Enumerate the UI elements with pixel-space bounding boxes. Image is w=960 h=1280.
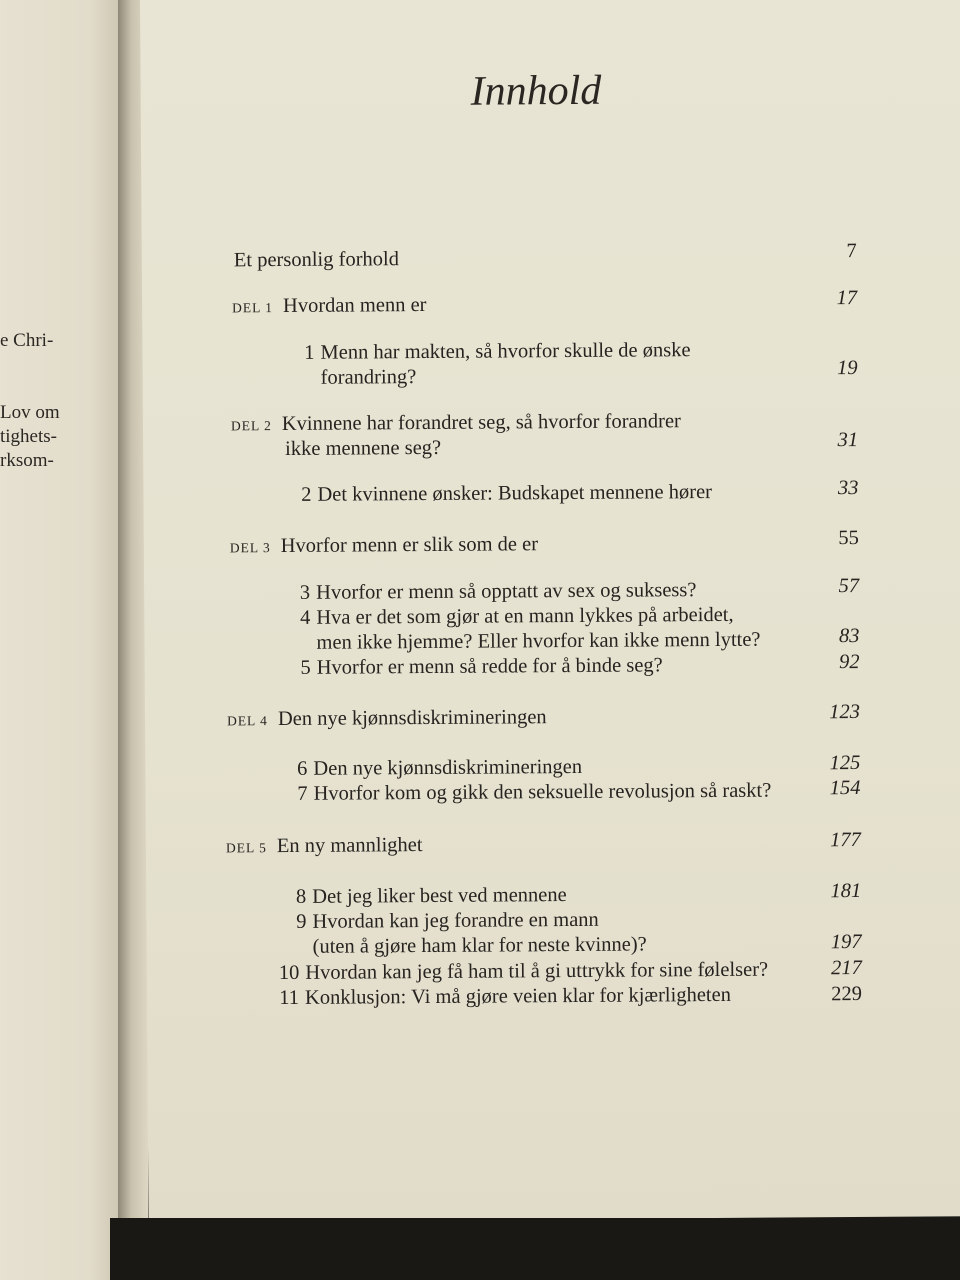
left-page-fragment: e Chri- [0, 330, 54, 351]
toc-page-number: 154 [829, 776, 861, 800]
chapter-number: 3 [299, 581, 311, 604]
toc-part-1 [232, 294, 426, 318]
part-title: Hvordan menn er [282, 294, 427, 318]
toc-page-number: 19 [837, 356, 858, 380]
chapter-number: 10 [278, 961, 300, 985]
toc-entry-intro [234, 248, 399, 272]
page-title: Innhold [470, 67, 602, 115]
toc-chapter-5 [291, 654, 663, 680]
toc-chapter-9 [286, 909, 598, 934]
part-label: DEL 3 [229, 540, 271, 556]
toc-part-2-cont: ikke mennene seg? [285, 436, 442, 460]
part-label: DEL 1 [232, 300, 274, 316]
chapter-title: Hvordan kan jeg forandre en mann [312, 908, 599, 933]
chapter-title: Hva er det som gjør at en mann lykkes på arbeidet, [316, 603, 734, 629]
toc-page-number: 125 [829, 751, 861, 775]
toc-chapter-1 [294, 339, 690, 365]
chapter-title: Hvordan kan jeg få ham til å gi uttrykk for sine følelser? [305, 958, 769, 984]
toc-part-2 [231, 410, 681, 436]
toc-page-number: 55 [838, 526, 859, 550]
toc-chapter-4-cont: men ikke hjemme? Eller hvorfor kan ikke menn lytte? [316, 628, 761, 654]
chapter-title: Hvorfor kom og gikk den seksuelle revolusjon så raskt? [313, 779, 772, 805]
toc-part-4 [227, 706, 547, 731]
toc-chapter-6 [287, 756, 582, 781]
part-label: DEL 4 [226, 713, 268, 729]
toc-page-number: 17 [836, 287, 858, 310]
chapter-number: 2 [301, 483, 312, 506]
toc-chapter-8 [286, 884, 567, 909]
toc-entry-title: Et personlig forhold [233, 248, 400, 272]
part-title: En ny mannlighet [276, 834, 423, 858]
toc-page-number: 83 [838, 624, 860, 648]
toc-page-number: 57 [838, 574, 860, 598]
chapter-number: 5 [300, 656, 311, 679]
left-page-fragment: tighets- [0, 426, 57, 447]
toc-part-5 [226, 834, 423, 858]
toc-page-number: 181 [830, 879, 862, 903]
toc-page-number: 31 [837, 428, 859, 452]
toc-page-number: 197 [830, 930, 862, 954]
toc-chapter-2 [291, 481, 712, 507]
part-title: Kvinnene har forandret seg, så hvorfor forandrer [281, 410, 681, 436]
toc-chapter-10 [279, 959, 768, 985]
chapter-title: Konklusjon: Vi må gjøre veien klar for kjærligheten [304, 983, 732, 1009]
toc-page-number: 7 [846, 240, 857, 263]
part-title: Den nye kjønnsdiskrimineringen [277, 706, 547, 731]
table-surface [110, 1218, 960, 1280]
toc-chapter-11 [279, 984, 731, 1010]
toc-part-3 [230, 533, 538, 558]
toc-page-number: 177 [830, 828, 861, 852]
contents-page [140, 0, 960, 1222]
chapter-title: Det jeg liker best ved mennene [312, 884, 567, 908]
chapter-title: Den nye kjønnsdiskrimineringen [313, 755, 583, 780]
toc-chapter-3 [290, 579, 696, 605]
chapter-title: Det kvinnene ønsker: Budskapet mennene hører [317, 481, 713, 506]
chapter-number: 6 [297, 757, 308, 780]
toc-chapter-7 [287, 780, 771, 806]
chapter-title: Hvorfor er menn så opptatt av sex og suksess? [316, 579, 697, 604]
toc-page-number: 92 [839, 650, 860, 674]
toc-page-number: 123 [829, 700, 861, 724]
chapter-number: 9 [296, 910, 307, 933]
part-label: DEL 5 [225, 840, 267, 856]
part-label: DEL 2 [230, 418, 272, 434]
chapter-number: 11 [279, 986, 300, 1010]
chapter-title: Hvorfor er menn så redde for å binde seg? [316, 654, 663, 679]
chapter-number: 7 [297, 782, 308, 805]
toc-chapter-1-cont: forandring? [320, 366, 417, 389]
toc-page-number: 33 [837, 476, 859, 500]
left-page-fragment: rksom- [0, 450, 54, 471]
chapter-title: Menn har makten, så hvorfor skulle de ønske [320, 339, 691, 364]
chapter-number: 8 [295, 885, 307, 908]
chapter-number: 1 [304, 341, 315, 364]
toc-chapter-9-cont: (uten å gjøre ham klar for neste kvinne)? [312, 933, 647, 958]
toc-page-number: 217 [830, 956, 862, 980]
toc-chapter-4 [290, 604, 733, 630]
part-title: Hvorfor menn er slik som de er [280, 533, 539, 558]
toc-page-number: 229 [831, 982, 863, 1006]
left-page [0, 0, 128, 1280]
left-page-fragment: Lov om [0, 402, 60, 423]
chapter-number: 4 [299, 606, 311, 629]
